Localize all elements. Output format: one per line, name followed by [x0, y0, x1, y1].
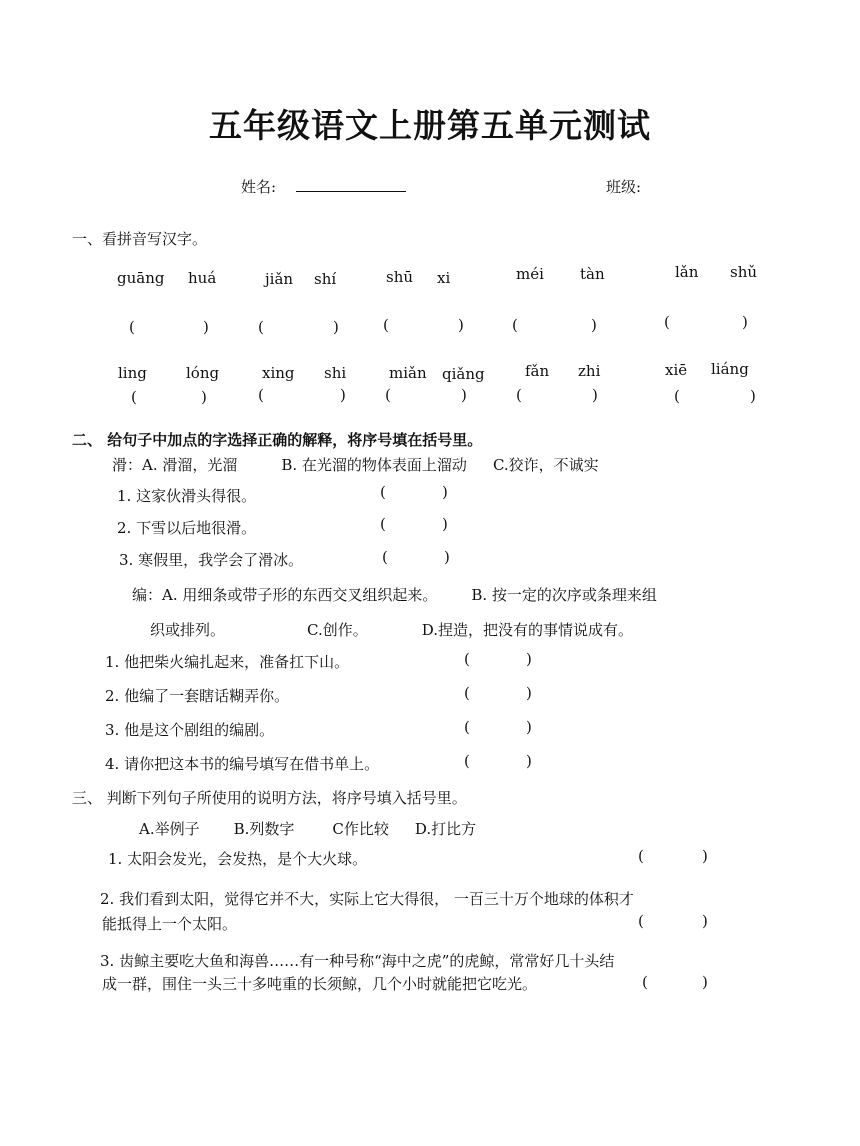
option-a: A.举例子: [139, 820, 200, 838]
hua-def-c: C.狡诈，不诚实: [492, 456, 599, 474]
pinyin: shi: [324, 364, 347, 382]
pinyin: huá: [188, 269, 217, 287]
answer-paren-open: (: [638, 847, 644, 865]
answer-paren-close: ): [526, 752, 532, 770]
answer-paren-open: (: [464, 718, 470, 736]
hua-def-a: 滑：A. 滑溜，光溜: [112, 456, 238, 474]
answer-paren-close: ): [458, 316, 464, 334]
answer-paren-close: ): [702, 973, 708, 991]
answer-paren-open: (: [258, 318, 264, 336]
pinyin: shū: [386, 268, 414, 286]
answer-paren-open: (: [385, 386, 391, 404]
pinyin: fǎn: [525, 362, 550, 380]
method-question-2-line1: 2. 我们看到太阳，觉得它并不大，实际上它大得很， 一百三十万个地球的体积才: [100, 890, 634, 908]
answer-paren-open: (: [464, 752, 470, 770]
answer-paren-close: ): [526, 650, 532, 668]
answer-paren-close: ): [526, 718, 532, 736]
hua-question-1: 1. 这家伙滑头得很。: [117, 487, 257, 505]
option-b: B.列数字: [233, 820, 295, 838]
answer-paren-close: ): [592, 386, 598, 404]
bian-def-c: C.创作。: [307, 621, 368, 639]
answer-paren-open: (: [638, 912, 644, 930]
answer-paren-open: (: [258, 386, 264, 404]
class-label: 班级:: [606, 178, 642, 196]
name-label: 姓名:: [241, 178, 277, 196]
answer-paren-close: ): [201, 388, 207, 406]
pinyin: liáng: [711, 360, 749, 378]
name-blank[interactable]: [296, 177, 406, 192]
bian-definition-line1: [132, 584, 657, 605]
hua-question-3: 3. 寒假里，我学会了滑冰。: [119, 551, 304, 569]
method-question-3-line1: 3. 齿鲸主要吃大鱼和海兽……有一种号称“海中之虎”的虎鲸，常常好几十头结: [100, 952, 615, 970]
answer-paren-open: (: [383, 316, 389, 334]
answer-paren-close: ): [702, 847, 708, 865]
answer-paren-open: (: [380, 483, 386, 501]
option-c: C作比较: [332, 820, 389, 838]
answer-paren-close: ): [591, 316, 597, 334]
answer-paren-close: ): [333, 318, 339, 336]
answer-paren-open: (: [131, 388, 137, 406]
section1-heading: 一、看拼音写汉字。: [72, 230, 208, 248]
answer-paren-open: (: [664, 313, 670, 331]
bian-def-d: D.捏造，把没有的事情说成有。: [421, 621, 633, 639]
method-question-1: 1. 太阳会发光，会发热，是个大火球。: [108, 850, 368, 868]
pinyin: xing: [262, 364, 295, 382]
answer-paren-open: (: [129, 318, 135, 336]
pinyin: lǎn: [675, 263, 699, 281]
pinyin: méi: [516, 265, 544, 283]
method-question-3-line2: 成一群，围住一头三十多吨重的长须鲸，几个小时就能把它吃光。: [102, 975, 538, 993]
hua-def-b: B. 在光溜的物体表面上溜动: [281, 456, 467, 474]
bian-question-4: 4. 请你把这本书的编号填写在借书单上。: [105, 755, 380, 773]
answer-paren-close: ): [442, 515, 448, 533]
answer-paren-open: (: [464, 650, 470, 668]
answer-paren-open: (: [516, 386, 522, 404]
pinyin: ling: [118, 364, 147, 382]
pinyin: xi: [437, 269, 451, 287]
pinyin: shí: [314, 270, 337, 288]
bian-question-3: 3. 他是这个剧组的编剧。: [105, 721, 275, 739]
answer-paren-close: ): [203, 318, 209, 336]
hua-question-2: 2. 下雪以后地很滑。: [117, 519, 257, 537]
answer-paren-close: ): [742, 313, 748, 331]
answer-paren-close: ): [750, 387, 756, 405]
section3-heading: 三、 判断下列句子所使用的说明方法，将序号填入括号里。: [72, 789, 467, 807]
answer-paren-close: ): [442, 483, 448, 501]
answer-paren-open: (: [380, 515, 386, 533]
bian-question-1: 1. 他把柴火编扎起来，准备扛下山。: [105, 653, 350, 671]
pinyin: zhi: [578, 362, 601, 380]
method-question-2-line2: 能抵得上一个太阳。: [102, 915, 238, 933]
bian-def-b: B. 按一定的次序或条理来组: [471, 586, 657, 604]
answer-paren-open: (: [464, 684, 470, 702]
answer-paren-open: (: [382, 548, 388, 566]
answer-paren-close: ): [461, 386, 467, 404]
pinyin: qiǎng: [442, 365, 485, 383]
bian-def-a: 编：A. 用细条或带子形的东西交叉组织起来。: [132, 586, 438, 604]
answer-paren-open: (: [674, 387, 680, 405]
pinyin: jiǎn: [265, 270, 294, 288]
answer-paren-close: ): [340, 386, 346, 404]
hua-definition: [112, 454, 599, 475]
bian-definition-line2: [150, 619, 633, 640]
bian-question-2: 2. 他编了一套瞎话糊弄你。: [105, 687, 290, 705]
page-title: 五年级语文上册第五单元测试: [209, 106, 651, 145]
section2-heading: 二、 给句子中加点的字选择正确的解释，将序号填在括号里。: [72, 431, 483, 449]
pinyin: xiē: [665, 361, 688, 379]
bian-def-b-cont: 织或排列。: [150, 621, 226, 639]
pinyin: guāng: [117, 269, 165, 287]
answer-paren-close: ): [526, 684, 532, 702]
pinyin: lóng: [186, 364, 220, 382]
pinyin: tàn: [580, 265, 605, 283]
answer-paren-close: ): [702, 912, 708, 930]
answer-paren-open: (: [642, 973, 648, 991]
answer-paren-close: ): [444, 548, 450, 566]
pinyin: miǎn: [389, 364, 427, 382]
name-field: [241, 176, 406, 197]
option-d: D.打比方: [414, 820, 477, 838]
answer-paren-open: (: [512, 316, 518, 334]
method-options: [139, 818, 476, 839]
pinyin: shǔ: [730, 263, 758, 281]
